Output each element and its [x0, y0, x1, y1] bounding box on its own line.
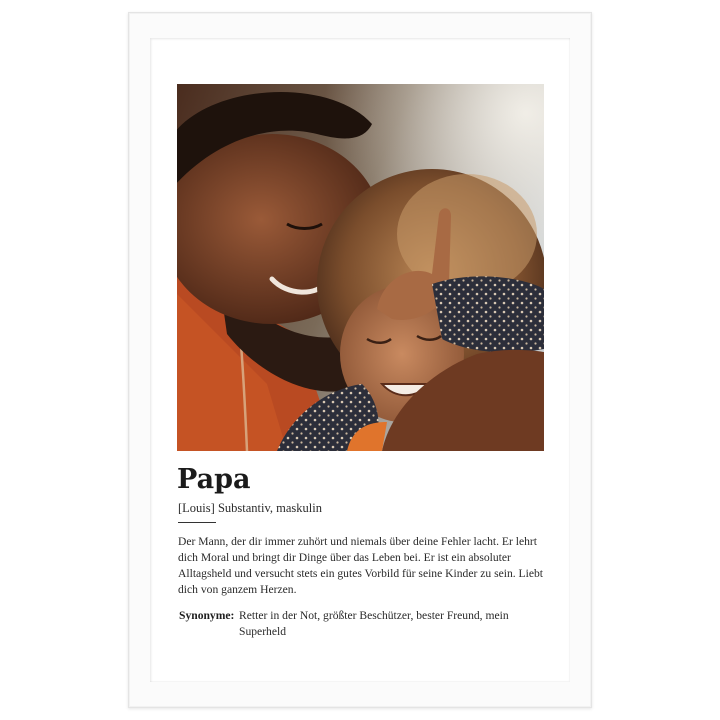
word-class: Substantiv, maskulin [217, 501, 322, 515]
definition-text: Der Mann, der dir immer zuhört und niemals über deine Fehler lacht. Er lehrt dich Moral und bringt dir Dinge über das Leben bei. Er ist ein absoluter Alltagsheld und versucht stets ein gutes Vorbild für seine Kinder zu sein. Liebt dich von ganzem Herzen. [178, 535, 544, 596]
title-divider [178, 522, 216, 523]
photo-illustration [177, 84, 544, 451]
word-meta [178, 500, 322, 516]
pronunciation: [Louis] [178, 501, 215, 515]
poster-title: Papa [177, 464, 251, 495]
synonyms-text: Retter in der Not, größter Beschützer, bester Freund, mein Superheld [239, 609, 509, 638]
father-and-child-photo [177, 84, 544, 451]
synonyms-label: Synonyme: [179, 609, 235, 622]
